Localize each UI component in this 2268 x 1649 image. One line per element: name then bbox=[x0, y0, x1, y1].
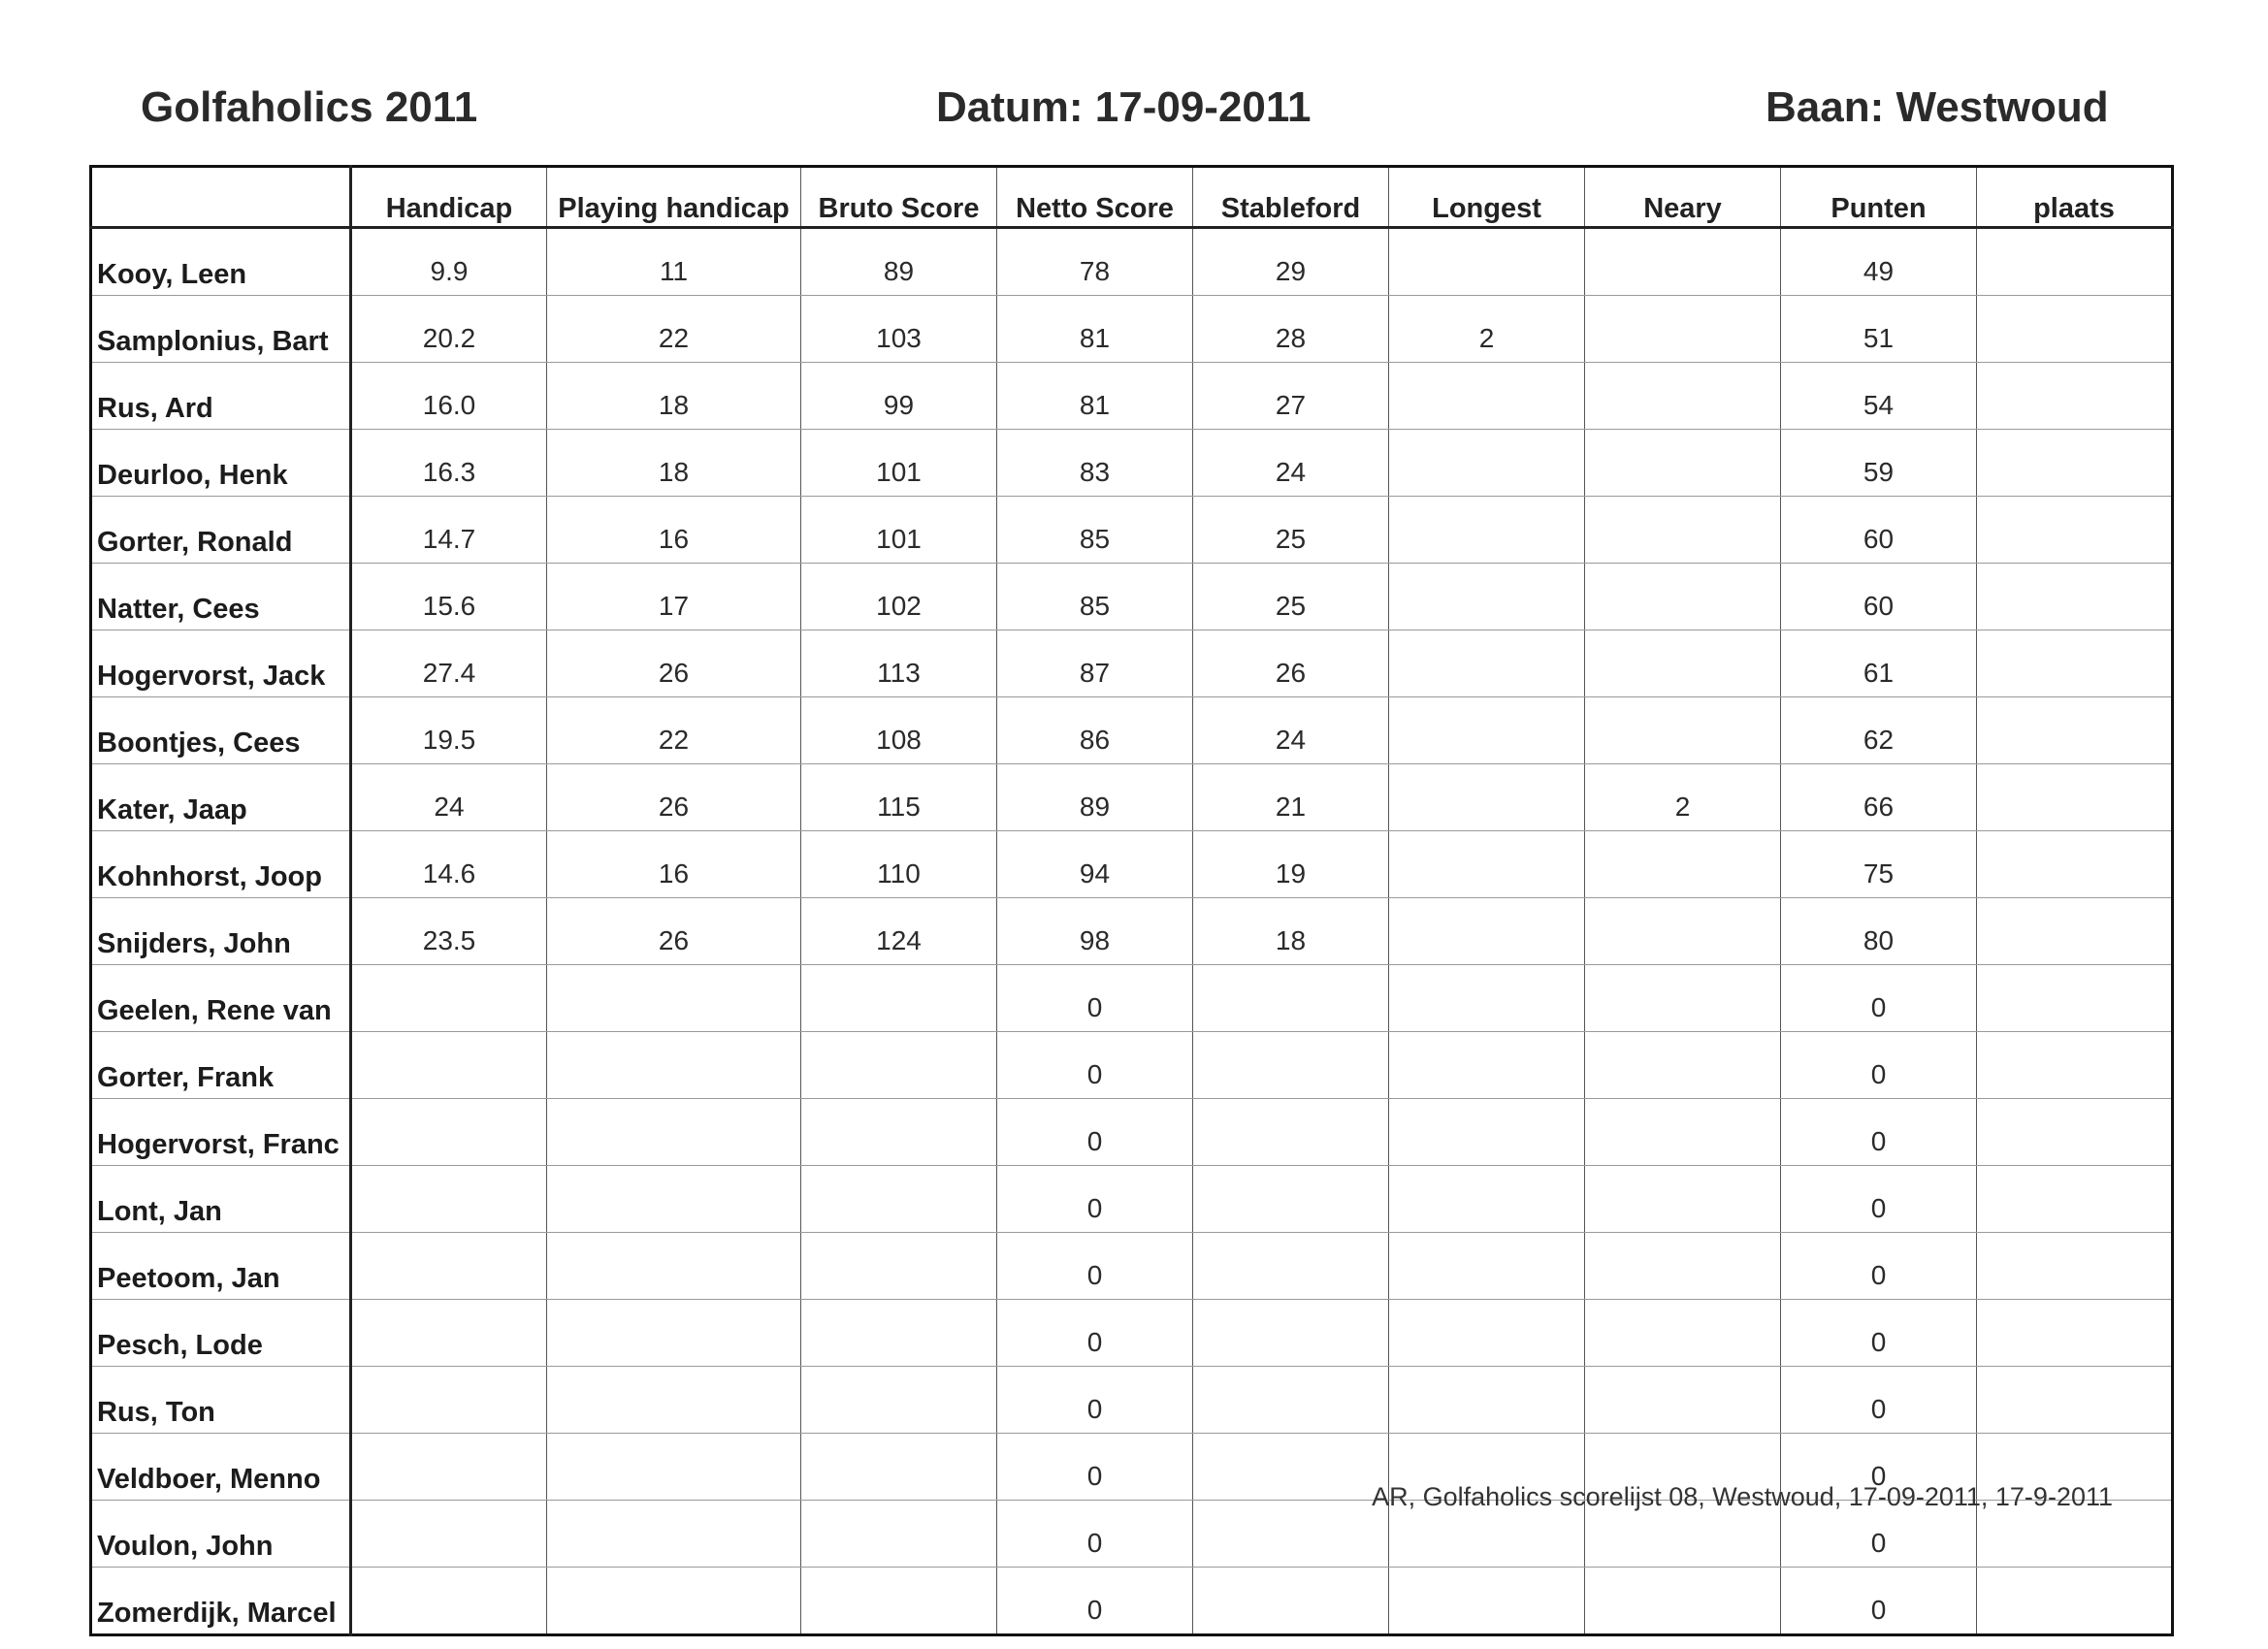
table-row bbox=[91, 630, 2173, 697]
player-name: Hogervorst, Franc bbox=[91, 1099, 351, 1166]
bruto-score-cell: 89 bbox=[801, 228, 997, 296]
longest-cell bbox=[1389, 898, 1585, 965]
player-name: Rus, Ton bbox=[91, 1367, 351, 1434]
punten-cell: 0 bbox=[1781, 1099, 1977, 1166]
netto-score-cell: 89 bbox=[997, 764, 1193, 831]
column-header-stableford: Stableford bbox=[1193, 167, 1389, 228]
stableford-cell bbox=[1193, 1434, 1389, 1501]
plaats-cell bbox=[1977, 1099, 2173, 1166]
netto-score-cell: 81 bbox=[997, 363, 1193, 430]
netto-score-cell: 0 bbox=[997, 1099, 1193, 1166]
neary-cell bbox=[1585, 296, 1781, 363]
table-row bbox=[91, 497, 2173, 564]
player-name: Rus, Ard bbox=[91, 363, 351, 430]
document-course: Baan: Westwoud bbox=[1766, 83, 2109, 131]
handicap-cell bbox=[351, 1501, 547, 1568]
stableford-cell bbox=[1193, 1032, 1389, 1099]
longest-cell bbox=[1389, 1367, 1585, 1434]
column-header-neary: Neary bbox=[1585, 167, 1781, 228]
playing-handicap-cell bbox=[547, 1367, 801, 1434]
bruto-score-cell: 115 bbox=[801, 764, 997, 831]
punten-cell: 0 bbox=[1781, 1166, 1977, 1233]
punten-cell: 0 bbox=[1781, 965, 1977, 1032]
table-row bbox=[91, 1367, 2173, 1434]
playing-handicap-cell bbox=[547, 1501, 801, 1568]
neary-cell bbox=[1585, 1099, 1781, 1166]
bruto-score-cell bbox=[801, 1501, 997, 1568]
longest-cell bbox=[1389, 1300, 1585, 1367]
netto-score-cell: 87 bbox=[997, 630, 1193, 697]
playing-handicap-cell: 16 bbox=[547, 497, 801, 564]
neary-cell bbox=[1585, 1166, 1781, 1233]
playing-handicap-cell: 26 bbox=[547, 630, 801, 697]
plaats-cell bbox=[1977, 1300, 2173, 1367]
netto-score-cell: 85 bbox=[997, 497, 1193, 564]
playing-handicap-cell bbox=[547, 965, 801, 1032]
playing-handicap-cell bbox=[547, 1233, 801, 1300]
longest-cell bbox=[1389, 1233, 1585, 1300]
longest-cell bbox=[1389, 1099, 1585, 1166]
column-header-bruto-score: Bruto Score bbox=[801, 167, 997, 228]
handicap-cell bbox=[351, 1099, 547, 1166]
longest-cell bbox=[1389, 1166, 1585, 1233]
table-row bbox=[91, 831, 2173, 898]
stableford-cell bbox=[1193, 1568, 1389, 1635]
netto-score-cell: 0 bbox=[997, 965, 1193, 1032]
player-name: Natter, Cees bbox=[91, 564, 351, 630]
column-header-handicap: Handicap bbox=[351, 167, 547, 228]
neary-cell: 2 bbox=[1585, 764, 1781, 831]
playing-handicap-cell: 17 bbox=[547, 564, 801, 630]
bruto-score-cell: 108 bbox=[801, 697, 997, 764]
punten-cell: 0 bbox=[1781, 1367, 1977, 1434]
plaats-cell bbox=[1977, 228, 2173, 296]
netto-score-cell: 81 bbox=[997, 296, 1193, 363]
player-name: Zomerdijk, Marcel bbox=[91, 1568, 351, 1635]
longest-cell bbox=[1389, 697, 1585, 764]
column-header-playing-handicap: Playing handicap bbox=[547, 167, 801, 228]
stableford-cell bbox=[1193, 965, 1389, 1032]
handicap-cell bbox=[351, 965, 547, 1032]
playing-handicap-cell: 18 bbox=[547, 430, 801, 497]
handicap-cell: 14.6 bbox=[351, 831, 547, 898]
plaats-cell bbox=[1977, 831, 2173, 898]
handicap-cell bbox=[351, 1568, 547, 1635]
neary-cell bbox=[1585, 630, 1781, 697]
neary-cell bbox=[1585, 1568, 1781, 1635]
stableford-cell bbox=[1193, 1501, 1389, 1568]
handicap-cell bbox=[351, 1233, 547, 1300]
punten-cell: 62 bbox=[1781, 697, 1977, 764]
punten-cell: 66 bbox=[1781, 764, 1977, 831]
plaats-cell bbox=[1977, 430, 2173, 497]
handicap-cell bbox=[351, 1367, 547, 1434]
column-header-longest: Longest bbox=[1389, 167, 1585, 228]
punten-cell: 49 bbox=[1781, 228, 1977, 296]
player-name: Deurloo, Henk bbox=[91, 430, 351, 497]
player-name: Geelen, Rene van bbox=[91, 965, 351, 1032]
neary-cell bbox=[1585, 1367, 1781, 1434]
plaats-cell bbox=[1977, 1568, 2173, 1635]
bruto-score-cell: 99 bbox=[801, 363, 997, 430]
plaats-cell bbox=[1977, 630, 2173, 697]
bruto-score-cell: 124 bbox=[801, 898, 997, 965]
table-row bbox=[91, 363, 2173, 430]
bruto-score-cell bbox=[801, 1233, 997, 1300]
netto-score-cell: 0 bbox=[997, 1568, 1193, 1635]
neary-cell bbox=[1585, 965, 1781, 1032]
netto-score-cell: 98 bbox=[997, 898, 1193, 965]
document-title: Golfaholics 2011 bbox=[141, 83, 478, 131]
punten-cell: 54 bbox=[1781, 363, 1977, 430]
longest-cell bbox=[1389, 965, 1585, 1032]
playing-handicap-cell bbox=[547, 1099, 801, 1166]
table-row bbox=[91, 965, 2173, 1032]
longest-cell bbox=[1389, 1568, 1585, 1635]
playing-handicap-cell: 11 bbox=[547, 228, 801, 296]
bruto-score-cell: 101 bbox=[801, 497, 997, 564]
netto-score-cell: 0 bbox=[997, 1501, 1193, 1568]
longest-cell bbox=[1389, 831, 1585, 898]
handicap-cell: 20.2 bbox=[351, 296, 547, 363]
playing-handicap-cell: 26 bbox=[547, 764, 801, 831]
stableford-cell bbox=[1193, 1166, 1389, 1233]
plaats-cell bbox=[1977, 363, 2173, 430]
player-name: Kohnhorst, Joop bbox=[91, 831, 351, 898]
score-table bbox=[89, 165, 2174, 1636]
table-row bbox=[91, 296, 2173, 363]
netto-score-cell: 78 bbox=[997, 228, 1193, 296]
bruto-score-cell: 102 bbox=[801, 564, 997, 630]
neary-cell bbox=[1585, 430, 1781, 497]
netto-score-cell: 85 bbox=[997, 564, 1193, 630]
column-header-punten: Punten bbox=[1781, 167, 1977, 228]
column-header-plaats: plaats bbox=[1977, 167, 2173, 228]
stableford-cell: 27 bbox=[1193, 363, 1389, 430]
playing-handicap-cell: 22 bbox=[547, 296, 801, 363]
playing-handicap-cell bbox=[547, 1434, 801, 1501]
playing-handicap-cell bbox=[547, 1166, 801, 1233]
handicap-cell: 16.0 bbox=[351, 363, 547, 430]
stableford-cell: 25 bbox=[1193, 564, 1389, 630]
neary-cell bbox=[1585, 1233, 1781, 1300]
stableford-cell: 24 bbox=[1193, 430, 1389, 497]
table-row bbox=[91, 430, 2173, 497]
handicap-cell bbox=[351, 1300, 547, 1367]
neary-cell bbox=[1585, 898, 1781, 965]
punten-cell: 60 bbox=[1781, 497, 1977, 564]
player-name: Hogervorst, Jack bbox=[91, 630, 351, 697]
stableford-cell bbox=[1193, 1099, 1389, 1166]
table-row bbox=[91, 898, 2173, 965]
stableford-cell: 19 bbox=[1193, 831, 1389, 898]
bruto-score-cell: 110 bbox=[801, 831, 997, 898]
player-name: Snijders, John bbox=[91, 898, 351, 965]
punten-cell: 61 bbox=[1781, 630, 1977, 697]
column-header-player bbox=[91, 167, 351, 228]
stableford-cell bbox=[1193, 1233, 1389, 1300]
handicap-cell: 15.6 bbox=[351, 564, 547, 630]
plaats-cell bbox=[1977, 497, 2173, 564]
plaats-cell bbox=[1977, 764, 2173, 831]
handicap-cell: 19.5 bbox=[351, 697, 547, 764]
punten-cell: 0 bbox=[1781, 1032, 1977, 1099]
bruto-score-cell bbox=[801, 1434, 997, 1501]
plaats-cell bbox=[1977, 965, 2173, 1032]
bruto-score-cell bbox=[801, 1568, 997, 1635]
plaats-cell bbox=[1977, 1233, 2173, 1300]
bruto-score-cell bbox=[801, 1300, 997, 1367]
bruto-score-cell bbox=[801, 965, 997, 1032]
stableford-cell: 24 bbox=[1193, 697, 1389, 764]
table-row bbox=[91, 697, 2173, 764]
player-name: Kooy, Leen bbox=[91, 228, 351, 296]
punten-cell: 80 bbox=[1781, 898, 1977, 965]
neary-cell bbox=[1585, 831, 1781, 898]
stableford-cell: 29 bbox=[1193, 228, 1389, 296]
playing-handicap-cell: 26 bbox=[547, 898, 801, 965]
neary-cell bbox=[1585, 564, 1781, 630]
punten-cell: 59 bbox=[1781, 430, 1977, 497]
column-header-netto-score: Netto Score bbox=[997, 167, 1193, 228]
table-row bbox=[91, 1568, 2173, 1635]
plaats-cell bbox=[1977, 1367, 2173, 1434]
handicap-cell bbox=[351, 1032, 547, 1099]
bruto-score-cell bbox=[801, 1166, 997, 1233]
player-name: Samplonius, Bart bbox=[91, 296, 351, 363]
netto-score-cell: 0 bbox=[997, 1367, 1193, 1434]
longest-cell: 2 bbox=[1389, 296, 1585, 363]
handicap-cell bbox=[351, 1434, 547, 1501]
netto-score-cell: 0 bbox=[997, 1300, 1193, 1367]
playing-handicap-cell bbox=[547, 1032, 801, 1099]
player-name: Kater, Jaap bbox=[91, 764, 351, 831]
punten-cell: 0 bbox=[1781, 1300, 1977, 1367]
punten-cell: 60 bbox=[1781, 564, 1977, 630]
stableford-cell: 28 bbox=[1193, 296, 1389, 363]
table-row bbox=[91, 1032, 2173, 1099]
handicap-cell: 16.3 bbox=[351, 430, 547, 497]
netto-score-cell: 0 bbox=[997, 1166, 1193, 1233]
netto-score-cell: 0 bbox=[997, 1032, 1193, 1099]
plaats-cell bbox=[1977, 1032, 2173, 1099]
player-name: Boontjes, Cees bbox=[91, 697, 351, 764]
document-date: Datum: 17-09-2011 bbox=[936, 83, 1312, 131]
plaats-cell bbox=[1977, 1166, 2173, 1233]
player-name: Peetoom, Jan bbox=[91, 1233, 351, 1300]
player-name: Gorter, Frank bbox=[91, 1032, 351, 1099]
neary-cell bbox=[1585, 697, 1781, 764]
plaats-cell bbox=[1977, 697, 2173, 764]
player-name: Veldboer, Menno bbox=[91, 1434, 351, 1501]
bruto-score-cell: 101 bbox=[801, 430, 997, 497]
punten-cell: 0 bbox=[1781, 1233, 1977, 1300]
bruto-score-cell bbox=[801, 1099, 997, 1166]
player-name: Gorter, Ronald bbox=[91, 497, 351, 564]
player-name: Pesch, Lode bbox=[91, 1300, 351, 1367]
punten-cell: 0 bbox=[1781, 1568, 1977, 1635]
longest-cell bbox=[1389, 430, 1585, 497]
handicap-cell: 27.4 bbox=[351, 630, 547, 697]
table-row bbox=[91, 1099, 2173, 1166]
plaats-cell bbox=[1977, 296, 2173, 363]
playing-handicap-cell: 16 bbox=[547, 831, 801, 898]
table-row bbox=[91, 1233, 2173, 1300]
bruto-score-cell bbox=[801, 1032, 997, 1099]
longest-cell bbox=[1389, 630, 1585, 697]
plaats-cell bbox=[1977, 564, 2173, 630]
neary-cell bbox=[1585, 363, 1781, 430]
netto-score-cell: 94 bbox=[997, 831, 1193, 898]
table-row bbox=[91, 764, 2173, 831]
neary-cell bbox=[1585, 497, 1781, 564]
bruto-score-cell bbox=[801, 1367, 997, 1434]
punten-cell: 0 bbox=[1781, 1501, 1977, 1568]
table-row bbox=[91, 228, 2173, 296]
neary-cell bbox=[1585, 1032, 1781, 1099]
longest-cell bbox=[1389, 1032, 1585, 1099]
table-body bbox=[91, 228, 2173, 1635]
table-header-row bbox=[91, 167, 2173, 228]
stableford-cell bbox=[1193, 1300, 1389, 1367]
punten-cell: 0 bbox=[1781, 1434, 1977, 1501]
footer-note: AR, Golfaholics scorelijst 08, Westwoud, 17-09-2011, 17-9-2011 bbox=[1372, 1482, 2113, 1511]
player-name: Lont, Jan bbox=[91, 1166, 351, 1233]
table-row bbox=[91, 1300, 2173, 1367]
longest-cell bbox=[1389, 764, 1585, 831]
bruto-score-cell: 113 bbox=[801, 630, 997, 697]
handicap-cell: 14.7 bbox=[351, 497, 547, 564]
longest-cell bbox=[1389, 228, 1585, 296]
longest-cell bbox=[1389, 564, 1585, 630]
netto-score-cell: 83 bbox=[997, 430, 1193, 497]
table-row bbox=[91, 1166, 2173, 1233]
longest-cell bbox=[1389, 363, 1585, 430]
handicap-cell: 24 bbox=[351, 764, 547, 831]
netto-score-cell: 0 bbox=[997, 1434, 1193, 1501]
bruto-score-cell: 103 bbox=[801, 296, 997, 363]
punten-cell: 75 bbox=[1781, 831, 1977, 898]
longest-cell bbox=[1389, 497, 1585, 564]
punten-cell: 51 bbox=[1781, 296, 1977, 363]
handicap-cell: 23.5 bbox=[351, 898, 547, 965]
table-row bbox=[91, 564, 2173, 630]
player-name: Voulon, John bbox=[91, 1501, 351, 1568]
neary-cell bbox=[1585, 228, 1781, 296]
neary-cell bbox=[1585, 1300, 1781, 1367]
stableford-cell: 21 bbox=[1193, 764, 1389, 831]
stableford-cell: 26 bbox=[1193, 630, 1389, 697]
playing-handicap-cell: 18 bbox=[547, 363, 801, 430]
playing-handicap-cell bbox=[547, 1300, 801, 1367]
playing-handicap-cell: 22 bbox=[547, 697, 801, 764]
netto-score-cell: 86 bbox=[997, 697, 1193, 764]
netto-score-cell: 0 bbox=[997, 1233, 1193, 1300]
handicap-cell: 9.9 bbox=[351, 228, 547, 296]
handicap-cell bbox=[351, 1166, 547, 1233]
stableford-cell: 25 bbox=[1193, 497, 1389, 564]
stableford-cell: 18 bbox=[1193, 898, 1389, 965]
plaats-cell bbox=[1977, 898, 2173, 965]
playing-handicap-cell bbox=[547, 1568, 801, 1635]
stableford-cell bbox=[1193, 1367, 1389, 1434]
